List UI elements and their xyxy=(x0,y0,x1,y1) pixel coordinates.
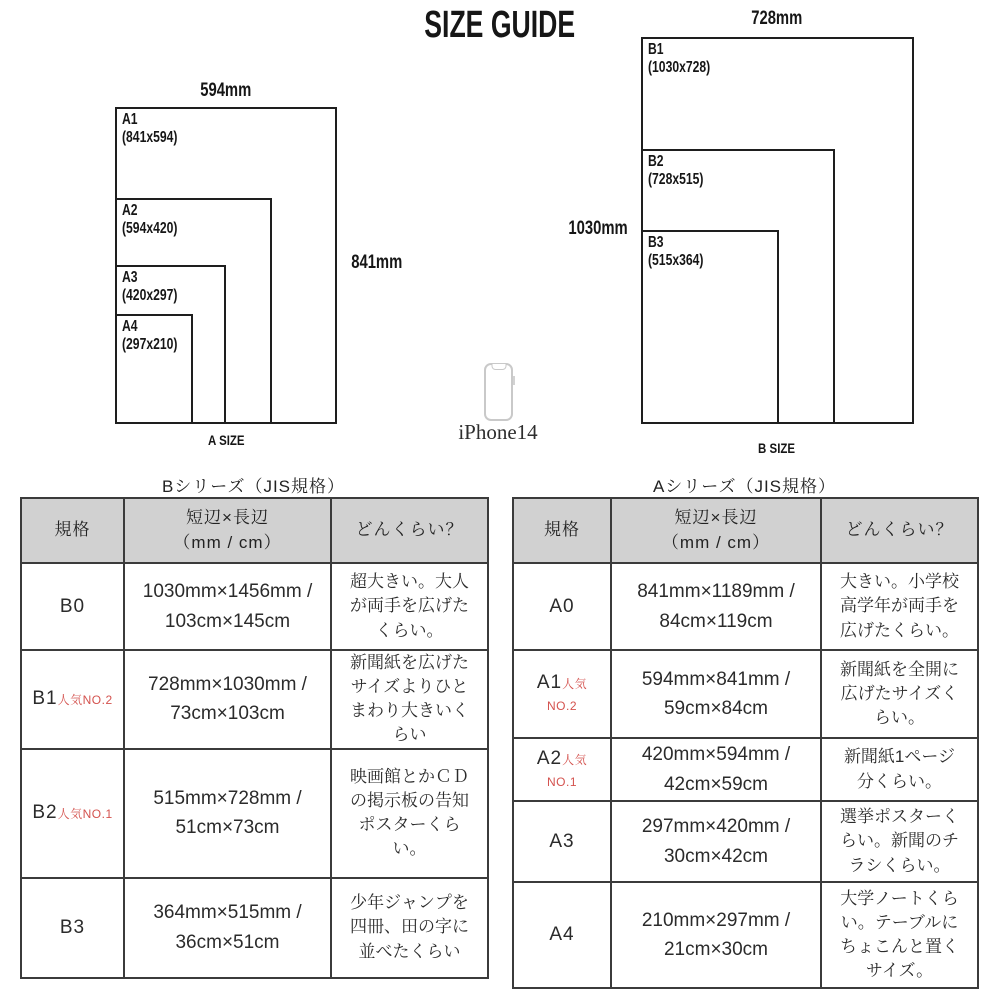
b-width-dimension-label: 728mm xyxy=(751,8,803,29)
table-row-a1 xyxy=(513,650,978,738)
popularity-badge: 人気NO.2 xyxy=(546,677,588,713)
about-cell: 映画館とかＣＤの掲示板の告知ポスターくらい。 xyxy=(331,749,488,878)
a-header-spec: 規格 xyxy=(513,498,611,563)
spec-cell: A2人気NO.1 xyxy=(513,738,611,801)
size-cell: 420mm×594mm / 42cm×59cm xyxy=(611,738,821,801)
b-header-spec: 規格 xyxy=(21,498,124,563)
a-header-size: 短辺×長辺 （mm / cm） xyxy=(611,498,821,563)
sheet-b3 xyxy=(641,230,779,424)
spec-cell: B0 xyxy=(21,563,124,650)
a-series-section xyxy=(512,472,977,989)
sheet-a1-label: A1 (841x594) xyxy=(122,111,178,146)
about-cell: 選挙ポスターくらい。新聞のチラシくらい。 xyxy=(821,801,978,882)
b-table-header-row xyxy=(21,498,488,563)
b-size-caption: B SIZE xyxy=(758,440,796,456)
size-cell: 210mm×297mm / 21cm×30cm xyxy=(611,882,821,988)
a-width-dimension-label: 594mm xyxy=(200,80,252,101)
b-series-section xyxy=(20,472,487,979)
spec-cell: B3 xyxy=(21,878,124,978)
a-series-title: Aシリーズ（JIS規格） xyxy=(652,477,837,496)
b-height-dimension-label: 1030mm xyxy=(568,218,628,239)
a-series-table xyxy=(512,497,979,989)
spec-cell: A1人気NO.2 xyxy=(513,650,611,738)
b-header-size: 短辺×長辺 （mm / cm） xyxy=(124,498,331,563)
size-cell: 297mm×420mm / 30cm×42cm xyxy=(611,801,821,882)
sheet-b3-label: B3 (515x364) xyxy=(648,234,704,269)
size-cell: 364mm×515mm / 36cm×51cm xyxy=(124,878,331,978)
table-row-b0 xyxy=(21,563,488,650)
table-row-b1 xyxy=(21,650,488,749)
iphone-label: iPhone14 xyxy=(458,420,538,444)
b-series-title: Bシリーズ（JIS規格） xyxy=(161,477,346,496)
about-cell: 新聞紙1ページ分くらい。 xyxy=(821,738,978,801)
about-cell: 新聞紙を全開に広げたサイズくらい。 xyxy=(821,650,978,738)
sheet-a4 xyxy=(115,314,193,424)
about-cell: 少年ジャンプを四冊、田の字に並べたくらい xyxy=(331,878,488,978)
spec-cell: B2人気NO.1 xyxy=(21,749,124,878)
table-row-a0 xyxy=(513,563,978,650)
spec-cell: A0 xyxy=(513,563,611,650)
popularity-badge: 人気NO.2 xyxy=(57,693,113,708)
sheet-b2-label: B2 (728x515) xyxy=(648,153,704,188)
sheet-a4-label: A4 (297x210) xyxy=(122,318,178,353)
a-height-dimension-label: 841mm xyxy=(351,252,403,273)
about-cell: 新聞紙を広げたサイズよりひとまわり大きいくらい xyxy=(331,650,488,749)
b-header-about: どんくらい？ xyxy=(331,498,488,563)
popularity-badge: 人気NO.1 xyxy=(546,752,588,789)
table-row-b3 xyxy=(21,878,488,978)
about-cell: 大きい。小学校高学年が両手を広げたくらい。 xyxy=(821,563,978,650)
about-cell: 超大きい。大人が両手を広げたくらい。 xyxy=(331,563,488,650)
sheet-a3-label: A3 (420x297) xyxy=(122,269,178,304)
table-row-a2 xyxy=(513,738,978,801)
size-cell: 841mm×1189mm / 84cm×119cm xyxy=(611,563,821,650)
size-cell: 594mm×841mm / 59cm×84cm xyxy=(611,650,821,738)
table-row-b2 xyxy=(21,749,488,878)
spec-cell: A4 xyxy=(513,882,611,988)
sheet-b1-label: B1 (1030x728) xyxy=(648,41,711,76)
a-table-header-row xyxy=(513,498,978,563)
popularity-badge: 人気NO.1 xyxy=(57,807,113,821)
table-row-a4 xyxy=(513,882,978,988)
spec-cell: B1人気NO.2 xyxy=(21,650,124,749)
page-title: SIZE GUIDE xyxy=(424,4,576,46)
sheet-a2-label: A2 (594x420) xyxy=(122,202,178,237)
a-size-caption: A SIZE xyxy=(207,432,245,448)
spec-cell: A3 xyxy=(513,801,611,882)
iphone-icon xyxy=(484,363,513,421)
about-cell: 大学ノートくらい。テーブルにちょこんと置くサイズ。 xyxy=(821,882,978,988)
size-cell: 728mm×1030mm / 73cm×103cm xyxy=(124,650,331,749)
table-row-a3 xyxy=(513,801,978,882)
a-header-about: どんくらい？ xyxy=(821,498,978,563)
b-series-table xyxy=(20,497,489,979)
size-cell: 1030mm×1456mm / 103cm×145cm xyxy=(124,563,331,650)
size-cell: 515mm×728mm / 51cm×73cm xyxy=(124,749,331,878)
